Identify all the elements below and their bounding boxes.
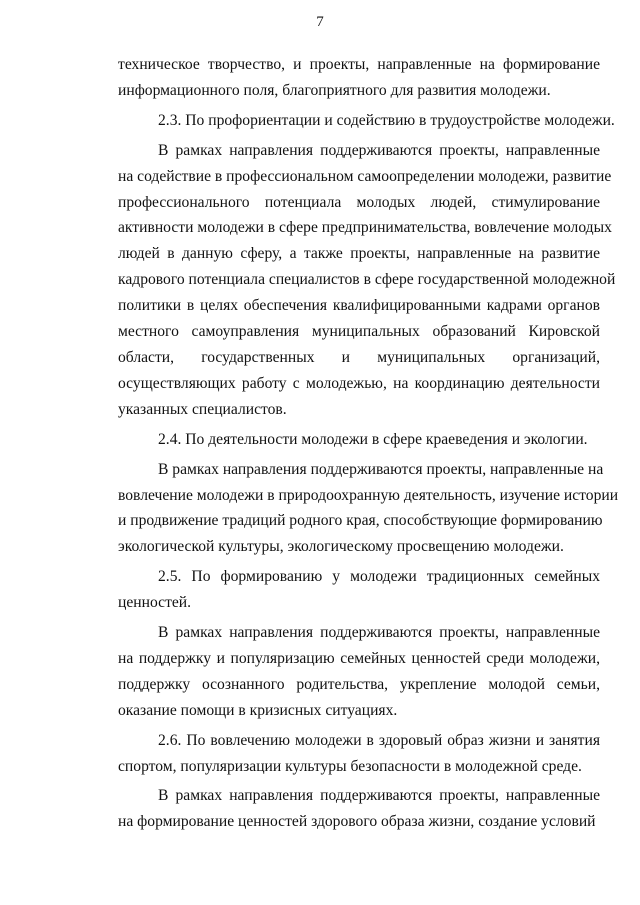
text-line: 2.5. По формированию у молодежи традиционных семейных	[158, 568, 600, 586]
paragraph	[118, 620, 600, 724]
paragraph	[118, 108, 615, 134]
text-line: В рамках направления поддерживаются проекты, направленные на	[158, 460, 604, 478]
text-line: вовлечение молодежи в природоохранную деятельность, изучение истории	[118, 486, 619, 504]
text-line: местного самоуправления муниципальных образований Кировской	[118, 323, 600, 341]
paragraph	[118, 427, 600, 453]
text-line: осуществляющих работу с молодежью, на координацию деятельности	[118, 374, 600, 392]
text-line: на формирование ценностей здорового образа жизни, создание условий	[118, 813, 596, 831]
page-number: 7	[316, 14, 324, 30]
text-line: и продвижение традиций родного края, способствующие формированию	[118, 512, 603, 530]
paragraph	[118, 138, 616, 423]
document-body	[118, 52, 619, 835]
text-line: политики в целях обеспечения квалифицированными кадрами органов	[118, 297, 600, 315]
text-line: В рамках направления поддерживаются проекты, направленные	[158, 787, 600, 805]
text-line: людей в данную сферу, а также проекты, направленные на развитие	[118, 245, 600, 263]
text-line: области, государственных и муниципальных организаций,	[118, 348, 600, 366]
paragraph	[118, 728, 600, 780]
paragraph	[118, 52, 600, 104]
text-line: поддержку осознанного родительства, укрепление молодой семьи,	[118, 675, 600, 693]
text-line: В рамках направления поддерживаются проекты, направленные	[158, 141, 600, 159]
text-line: на содействие в профессиональном самоопределении молодежи, развитие	[118, 167, 612, 185]
text-line: 2.3. По профориентации и содействию в трудоустройстве молодежи.	[158, 111, 615, 129]
text-line: 2.4. По деятельности молодежи в сфере краеведения и экологии.	[158, 430, 588, 448]
text-line: профессионального потенциала молодых людей, стимулирование	[118, 193, 600, 211]
text-line: информационного поля, благоприятного для развития молодежи.	[118, 81, 551, 99]
text-line: ценностей.	[118, 594, 192, 612]
text-line: на поддержку и популяризацию семейных ценностей среди молодежи,	[118, 649, 600, 667]
text-line: техническое творчество, и проекты, направленные на формирование	[118, 56, 600, 73]
paragraph	[118, 564, 600, 616]
text-line: экологической культуры, экологическому просвещению молодежи.	[118, 538, 564, 556]
paragraph	[118, 457, 619, 561]
text-line: В рамках направления поддерживаются проекты, направленные	[158, 624, 600, 642]
text-line: оказание помощи в кризисных ситуациях.	[118, 701, 398, 719]
text-line: 2.6. По вовлечению молодежи в здоровый образ жизни и занятия	[158, 731, 600, 749]
text-line: указанных специалистов.	[118, 400, 287, 418]
text-line: кадрового потенциала специалистов в сфере государственной молодежной	[118, 271, 616, 289]
text-line: спортом, популяризации культуры безопасности в молодежной среде.	[118, 757, 582, 775]
paragraph	[118, 783, 600, 835]
text-line: активности молодежи в сфере предпринимательства, вовлечение молодых	[118, 219, 612, 237]
